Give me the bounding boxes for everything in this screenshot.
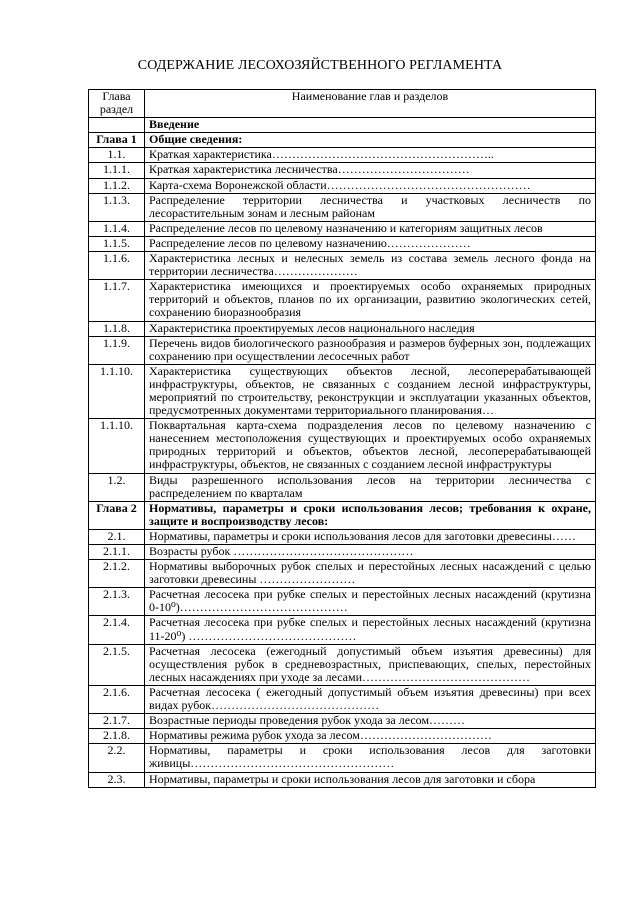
toc-row-title: Поквартальная карта-схема подразделения лесов по целевому назначению с нанесением местоположения существующих и проектируемых особо охраняемых природных территорий и объектов, объектов лесной, лесоперерабатывающей инфраструктуры, объектов, не связанных с созданием лесной инфраструктуры — [145, 419, 596, 473]
toc-row — [89, 545, 596, 560]
toc-row — [89, 148, 596, 163]
toc-row-title: Характеристика имеющихся и проектируемых особо охраняемых природных территорий и объектов, планов по их организации, развитию экологических сетей, сохранению биоразнообразия — [145, 280, 596, 321]
toc-row-number: 2.1.8. — [89, 729, 145, 744]
toc-row — [89, 714, 596, 729]
toc-row-number: 2.1.4. — [89, 616, 145, 644]
toc-row-number: 1.1.9. — [89, 336, 145, 364]
page-title: СОДЕРЖАНИЕ ЛЕСОХОЗЯЙСТВЕННОГО РЕГЛАМЕНТА — [137, 58, 503, 73]
toc-row-number: 2.1.1. — [89, 545, 145, 560]
toc-row-title: Нормативы режима рубок ухода за лесом…………………………… — [145, 729, 596, 744]
toc-row-title: Расчетная лесосека при рубке спелых и перестойных лесных насаждений (крутизна 11-20⁰) …………………………………… — [145, 616, 596, 644]
toc-body — [89, 118, 596, 787]
toc-row — [89, 280, 596, 321]
toc-row-title: Виды разрешенного использования лесов на территории лесничества с распределением по кварталам — [145, 473, 596, 501]
toc-row — [89, 529, 596, 544]
toc-row-title: Нормативы, параметры и сроки использования лесов для заготовки древесины…… — [145, 529, 596, 544]
toc-row-number: 1.1.4. — [89, 221, 145, 236]
toc-row-title: Нормативы, параметры и сроки использования лесов; требования к охране, защите и воспроизводству лесов: — [145, 501, 596, 529]
toc-row-number: Глава 2 — [89, 501, 145, 529]
toc-row — [89, 252, 596, 280]
toc-row-title: Характеристика существующих объектов лесной, лесоперерабатывающей инфраструктуры, объектов, не связанных с созданием лесной инфраструктуры, мероприятий по строительству, реконструкции и эксплуатации указанных объектов, предусмотренных документами территориального планирования… — [145, 364, 596, 418]
toc-row — [89, 772, 596, 787]
toc-row-number: 1.1. — [89, 148, 145, 163]
toc-row — [89, 588, 596, 616]
toc-table — [88, 89, 596, 788]
toc-row-number: 2.1.6. — [89, 685, 145, 713]
toc-row-title: Нормативы, параметры и сроки использования лесов для заготовки живицы…………………………………………… — [145, 744, 596, 772]
header-title: Наименование глав и разделов — [145, 90, 596, 118]
toc-row — [89, 193, 596, 221]
toc-row-title: Краткая характеристика……………………………………………….. — [145, 148, 596, 163]
toc-row-number: 2.3. — [89, 772, 145, 787]
toc-row-title: Расчетная лесосека при рубке спелых и перестойных лесных насаждений (крутизна 0-10⁰)…………………………………… — [145, 588, 596, 616]
toc-row-title: Распределение лесов по целевому назначению………………… — [145, 236, 596, 251]
toc-row — [89, 419, 596, 473]
toc-row-number: Глава 1 — [89, 133, 145, 148]
toc-row-number: 1.1.10. — [89, 364, 145, 418]
header-chapter-section: Глава раздел — [89, 90, 145, 118]
toc-row — [89, 560, 596, 588]
toc-row — [89, 616, 596, 644]
toc-row-title: Общие сведения: — [145, 133, 596, 148]
toc-row — [89, 729, 596, 744]
toc-row-title: Перечень видов биологического разнообразия и размеров буферных зон, подлежащих сохранению при осуществлении лесосечных работ — [145, 336, 596, 364]
toc-row-number — [89, 118, 145, 133]
toc-row — [89, 163, 596, 178]
toc-row — [89, 473, 596, 501]
toc-row-number: 2.1. — [89, 529, 145, 544]
toc-row — [89, 685, 596, 713]
toc-header-row — [89, 90, 596, 118]
toc-row-title: Возрастные периоды проведения рубок ухода за лесом……… — [145, 714, 596, 729]
toc-row-title: Распределение территории лесничества и участковых лесничеств по лесорастительным зонам и лесным районам — [145, 193, 596, 221]
toc-row-number: 1.2. — [89, 473, 145, 501]
toc-row-number: 2.1.2. — [89, 560, 145, 588]
toc-row — [89, 133, 596, 148]
toc-row-title: Распределение лесов по целевому назначению и категориям защитных лесов — [145, 221, 596, 236]
toc-row — [89, 744, 596, 772]
toc-row-title: Характеристика лесных и нелесных земель из состава земель лесного фонда на территории лесничества………………… — [145, 252, 596, 280]
toc-row — [89, 321, 596, 336]
toc-row-number: 2.1.3. — [89, 588, 145, 616]
toc-row — [89, 336, 596, 364]
toc-row — [89, 364, 596, 418]
toc-row-number: 2.1.5. — [89, 644, 145, 685]
toc-row-title: Нормативы, параметры и сроки использования лесов для заготовки и сбора — [145, 772, 596, 787]
toc-row — [89, 118, 596, 133]
toc-row-number: 1.1.6. — [89, 252, 145, 280]
toc-row-title: Характеристика проектируемых лесов национального наследия — [145, 321, 596, 336]
toc-row-number: 1.1.1. — [89, 163, 145, 178]
toc-row — [89, 236, 596, 251]
toc-row-number: 1.1.8. — [89, 321, 145, 336]
toc-row-title: Расчетная лесосека ( ежегодный допустимый объем изъятия древесины) при всех видах рубок…………………………………… — [145, 685, 596, 713]
toc-row-number: 2.2. — [89, 744, 145, 772]
toc-row — [89, 501, 596, 529]
toc-row-number: 1.1.10. — [89, 419, 145, 473]
toc-row-number: 1.1.2. — [89, 178, 145, 193]
toc-row-number: 1.1.5. — [89, 236, 145, 251]
toc-row-title: Расчетная лесосека (ежегодный допустимый объем изъятия древесины) для осуществления рубок в средневозрастных, приспевающих, спелых, перестойных лесных насаждениях при уходе за лесами…………………………………… — [145, 644, 596, 685]
toc-row-number: 1.1.7. — [89, 280, 145, 321]
toc-row-title: Возрасты рубок ……………………………………… — [145, 545, 596, 560]
toc-row-number: 1.1.3. — [89, 193, 145, 221]
toc-row-title: Введение — [145, 118, 596, 133]
toc-row — [89, 178, 596, 193]
toc-row-title: Карта-схема Воронежской области…………………………………………… — [145, 178, 596, 193]
toc-row-title: Нормативы выборочных рубок спелых и перестойных лесных насаждений с целью заготовки древесины …………………… — [145, 560, 596, 588]
toc-row-title: Краткая характеристика лесничества…………………………… — [145, 163, 596, 178]
toc-row — [89, 644, 596, 685]
toc-row-number: 2.1.7. — [89, 714, 145, 729]
toc-row — [89, 221, 596, 236]
